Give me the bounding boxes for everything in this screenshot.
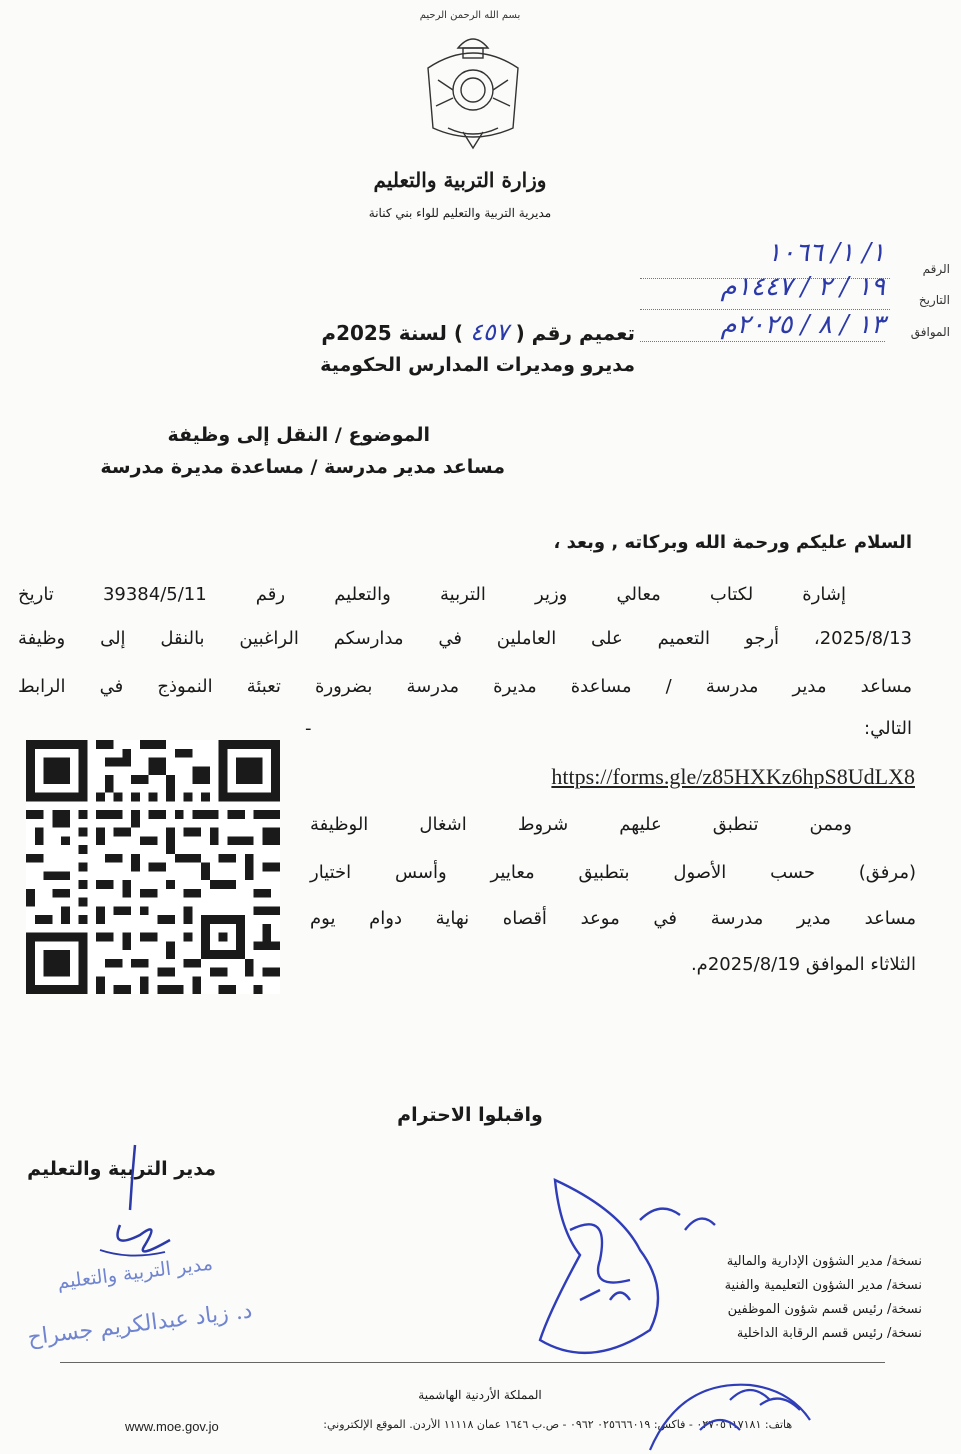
- ministry-name: وزارة التربية والتعليم: [373, 168, 547, 192]
- ref-corresponding-value: ١٣ / ٨ / ٢٠٢٥م: [720, 310, 885, 340]
- form-link[interactable]: https://forms.gle/z85HXKz6hpS8UdLX8: [551, 764, 915, 789]
- recipients: مديرو ومديرات المدارس الحكومية: [320, 354, 635, 376]
- footer-website[interactable]: www.moe.gov.jo: [125, 1419, 219, 1434]
- subject-line-2: مساعد مدير مدرسة / مساعدة مديرة مدرسة: [100, 456, 505, 478]
- footer-contact: هاتف: ٠٢٧٠٥٦١٧١٨١ - فاكس: ٠٢٥٦٦٦٠١٩ ٠٩٦٢ - ص.ب ١٦٤٦ عمان ١١١١٨ الأردن. الموقع الإلكتروني:: [323, 1418, 793, 1431]
- paragraph-1-line-3: مساعد مدير مدرسة / مساعدة مديرة مدرسة بضرورة تعبئة النموذج في الرابط: [18, 676, 912, 697]
- ref-date-value: ١٩ / ٢ / ١٤٤٧م: [720, 272, 885, 302]
- basmala: بسم الله الرحمن الرحيم: [419, 10, 521, 21]
- blue-stamp-icon: [640, 1360, 820, 1454]
- copy-line: نسخة/ رئيس قسم شؤون الموظفين: [727, 1302, 922, 1317]
- ref-number-label: الرقم: [922, 262, 950, 276]
- stamp-line-1: مدير التربية والتعليم: [56, 1252, 214, 1294]
- copy-line: نسخة/ مدير الشؤون التعليمية والفنية: [724, 1278, 922, 1293]
- copy-line: نسخة/ رئيس قسم الرقابة الداخلية: [736, 1326, 922, 1341]
- circular-number: ٤٥٧: [469, 318, 509, 346]
- greeting: السلام عليكم ورحمة الله وبركاته , وبعد ،: [553, 532, 912, 553]
- paragraph-2-line-3: مساعد مدير مدرسة في موعد أقصاه نهاية دوام يوم: [310, 908, 916, 929]
- directorate-name: مديرية التربية والتعليم للواء بني كنانة: [368, 206, 552, 220]
- circular-prefix: تعميم رقم (: [515, 321, 635, 345]
- paragraph-2-line-2: (مرفق) حسب الأصول بتطبيق معايير وأسس اختيار: [310, 862, 916, 883]
- paragraph-2-line-1: وممن تنطبق عليهم شروط اشغال الوظيفة: [310, 814, 852, 835]
- paragraph-1-line-2: 2025/8/13، أرجو التعميم على العاملين في مدارسكم الراغبين بالنقل إلى وظيفة: [18, 628, 912, 649]
- signature-title: مدير التربية والتعليم: [27, 1158, 216, 1180]
- ref-date-label: التاريخ: [918, 293, 950, 307]
- jordan-coat-of-arms-icon: [418, 28, 528, 150]
- copy-line: نسخة/ مدير الشؤون الإدارية والمالية: [726, 1254, 922, 1269]
- subject-line-1: الموضوع / النقل إلى وظيفة: [167, 424, 430, 446]
- paragraph-1-line-4: التالي: -: [305, 718, 912, 739]
- footer-kingdom: المملكة الأردنية الهاشمية: [418, 1388, 542, 1402]
- ref-number-value: ١/ ١/ ١٠٦٦: [767, 238, 885, 268]
- circular-suffix: ) لسنة 2025م: [321, 321, 463, 345]
- copies-list: [640, 1250, 922, 1346]
- stamp-line-2: د. زياد عبدالكريم جسراح: [26, 1298, 254, 1351]
- qr-code-icon: [26, 740, 280, 994]
- director-signature-icon: [80, 1140, 180, 1270]
- ref-corresponding-label: الموافق: [910, 325, 950, 339]
- closing: واقبلوا الاحترام: [397, 1104, 543, 1126]
- circular-title: [280, 318, 635, 346]
- paragraph-1-line-1: إشارة لكتاب معالي وزير التربية والتعليم رقم 39384/5/11 تاريخ: [18, 584, 846, 605]
- paragraph-2-line-4: الثلاثاء الموافق 2025/8/19م.: [690, 954, 916, 975]
